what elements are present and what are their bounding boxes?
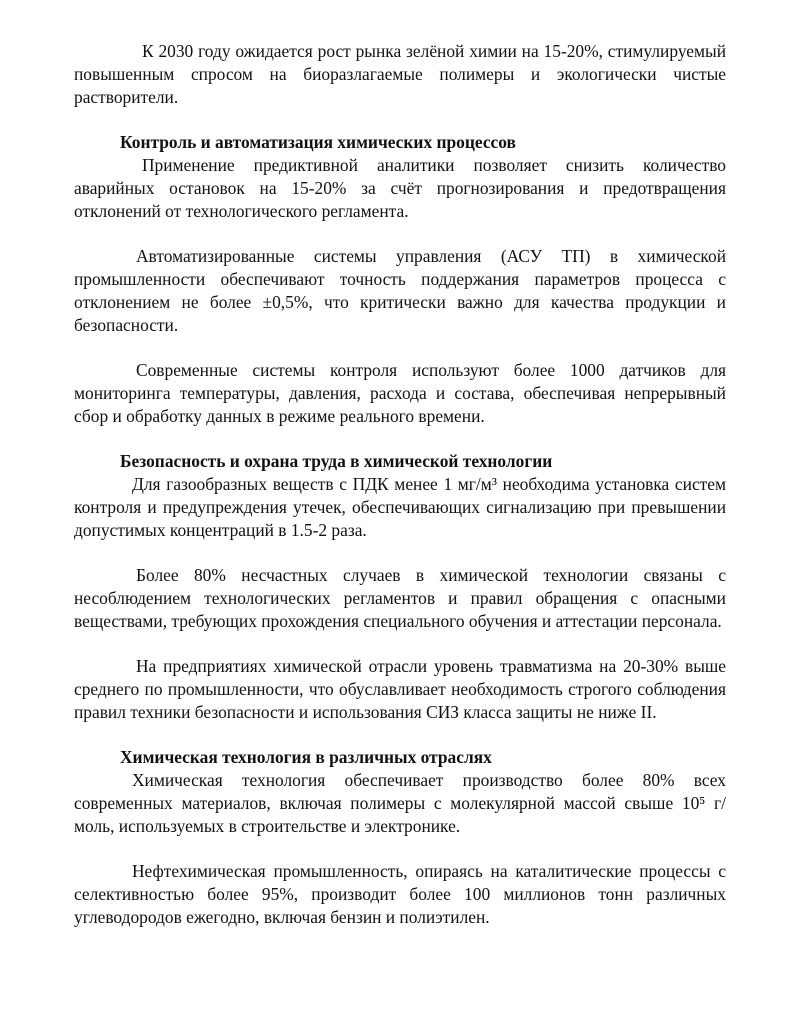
paragraph-petrochemistry: Нефтехимическая промышленность, опираясь на каталитические процессы с селективностью более 95%, производит более 100 миллионов тонн различных углеводородов ежегодно, включая бензин и полиэтилен.	[74, 861, 726, 927]
paragraph-automated-control-systems: Автоматизированные системы управления (АСУ ТП) в химической промышленности обеспечивают точность поддержания параметров процесса с отклонением не более ±0,5%, что критически важно для качества продукции и безопасности.	[74, 246, 726, 335]
paragraph-sensors: Современные системы контроля используют более 1000 датчиков для мониторинга температуры, давления, расхода и состава, обеспечивая непрерывный сбор и обработку данных в режиме реального времени.	[74, 360, 726, 426]
paragraph-accident-causes: Более 80% несчастных случаев в химической технологии связаны с несоблюдением технологических регламентов и правил обращения с опасными веществами, требующих прохождения специального обучения и аттестации персонала.	[74, 565, 726, 631]
heading-industries: Химическая технология в различных отраслях	[120, 747, 492, 767]
paragraph-predictive-analytics: Применение предиктивной аналитики позволяет снизить количество аварийных остановок на 15-20% за счёт прогнозирования и предотвращения отклонений от технологического регламента.	[74, 155, 726, 221]
paragraph-green-chemistry: К 2030 году ожидается рост рынка зелёной химии на 15-20%, стимулируемый повышенным спросом на биоразлагаемые полимеры и экологически чистые растворители.	[74, 41, 726, 107]
heading-process-control: Контроль и автоматизация химических процессов	[120, 132, 516, 152]
paragraph-injury-rate: На предприятиях химической отрасли уровень травматизма на 20-30% выше среднего по промышленности, что обуславливает необходимость строгого соблюдения правил техники безопасности и использования СИЗ класса защиты не ниже II.	[74, 656, 726, 722]
paragraph-gas-leak-control: Для газообразных веществ с ПДК менее 1 мг/м³ необходима установка систем контроля и предупреждения утечек, обеспечивающих сигнализацию при превышении допустимых концентраций в 1.5-2 раза.	[74, 474, 726, 540]
paragraph-materials-production: Химическая технология обеспечивает производство более 80% всех современных материалов, включая полимеры с молекулярной массой свыше 10⁵ г/моль, используемых в строительстве и электронике.	[74, 770, 726, 836]
heading-safety: Безопасность и охрана труда в химической технологии	[120, 451, 553, 471]
